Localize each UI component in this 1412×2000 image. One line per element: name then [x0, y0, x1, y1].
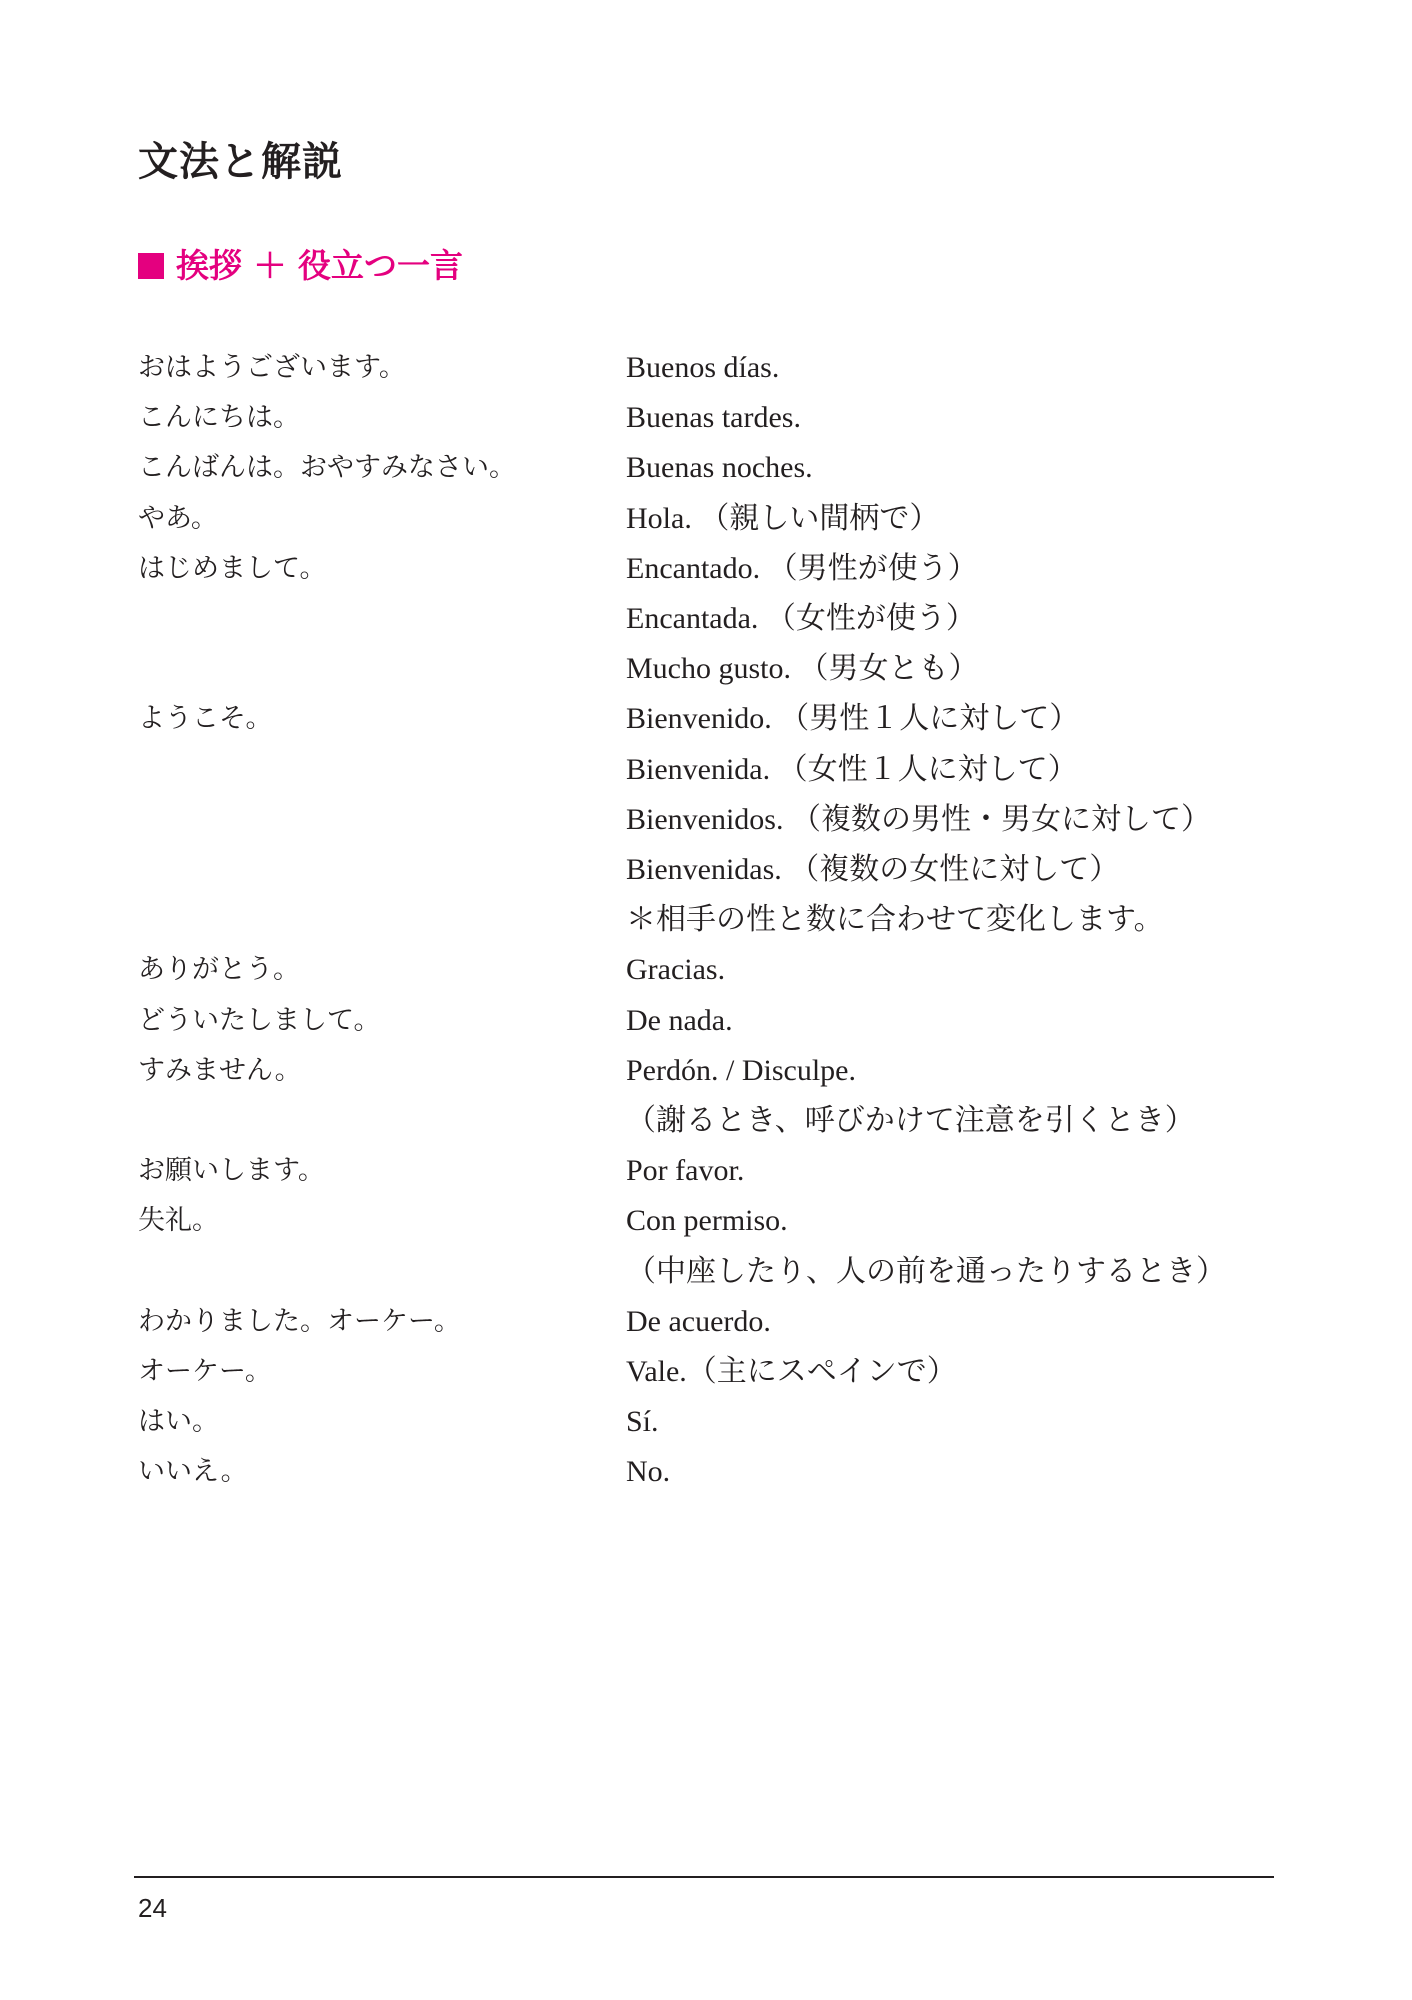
page-number: 24 [138, 1893, 167, 1923]
spanish-phrase: Perdón. / Disculpe. [626, 1054, 856, 1087]
page-title: 文法と解説 [138, 139, 343, 185]
japanese-phrase: いいえ。 [138, 1456, 248, 1487]
japanese-phrase: こんばんは。おやすみなさい。 [138, 452, 516, 483]
japanese-phrase: おはようございます。 [138, 352, 406, 383]
spanish-phrase: Encantada. （女性が使う） [626, 602, 976, 635]
spanish-phrase: （中座したり、人の前を通ったりするとき） [626, 1255, 1226, 1288]
spanish-phrase: Mucho gusto. （男女とも） [626, 652, 979, 685]
spanish-phrase: Sí. [626, 1405, 659, 1438]
spanish-phrase: Buenos días. [626, 351, 780, 384]
japanese-phrase: はじめまして。 [138, 553, 327, 584]
spanish-phrase: ＊相手の性と数に合わせて変化します。 [626, 903, 1164, 936]
spanish-phrase: De acuerdo. [626, 1305, 771, 1338]
spanish-phrase: Bienvenidas. （複数の女性に対して） [626, 853, 1120, 886]
spanish-phrase: Bienvenida. （女性１人に対して） [626, 753, 1078, 786]
spanish-phrase: Buenas tardes. [626, 401, 801, 434]
japanese-phrase: はい。 [138, 1406, 219, 1437]
spanish-phrase: Hola. （親しい間柄で） [626, 502, 940, 535]
japanese-phrase: ありがとう。 [138, 954, 300, 985]
spanish-phrase: No. [626, 1455, 671, 1488]
spanish-phrase: Encantado. （男性が使う） [626, 552, 978, 585]
japanese-phrase: ようこそ。 [138, 703, 273, 734]
japanese-phrase: どういたしまして。 [138, 1005, 381, 1036]
spanish-phrase: Por favor. [626, 1154, 745, 1187]
spanish-phrase: Bienvenido. （男性１人に対して） [626, 702, 1080, 735]
japanese-phrase: 失礼。 [138, 1205, 219, 1236]
spanish-phrase: Vale.（主にスペインで） [626, 1355, 957, 1388]
footer-divider [134, 1876, 1274, 1878]
japanese-phrase: オーケー。 [138, 1356, 272, 1387]
spanish-phrase: Con permiso. [626, 1204, 788, 1237]
japanese-phrase: やあ。 [138, 503, 218, 534]
japanese-phrase: お願いします。 [138, 1155, 325, 1186]
spanish-phrase: （謝るとき、呼びかけて注意を引くとき） [626, 1104, 1195, 1137]
spanish-phrase: Gracias. [626, 953, 726, 986]
spanish-phrase: Buenas noches. [626, 451, 813, 484]
japanese-phrase: わかりました。オーケー。 [138, 1306, 461, 1337]
spanish-phrase: Bienvenidos. （複数の男性・男女に対して） [626, 803, 1211, 836]
section-heading-text: 挨拶 ＋ 役立つ一言 [176, 246, 463, 285]
japanese-phrase: すみません。 [138, 1055, 302, 1086]
japanese-phrase: こんにちは。 [138, 402, 300, 433]
spanish-phrase: De nada. [626, 1004, 733, 1037]
